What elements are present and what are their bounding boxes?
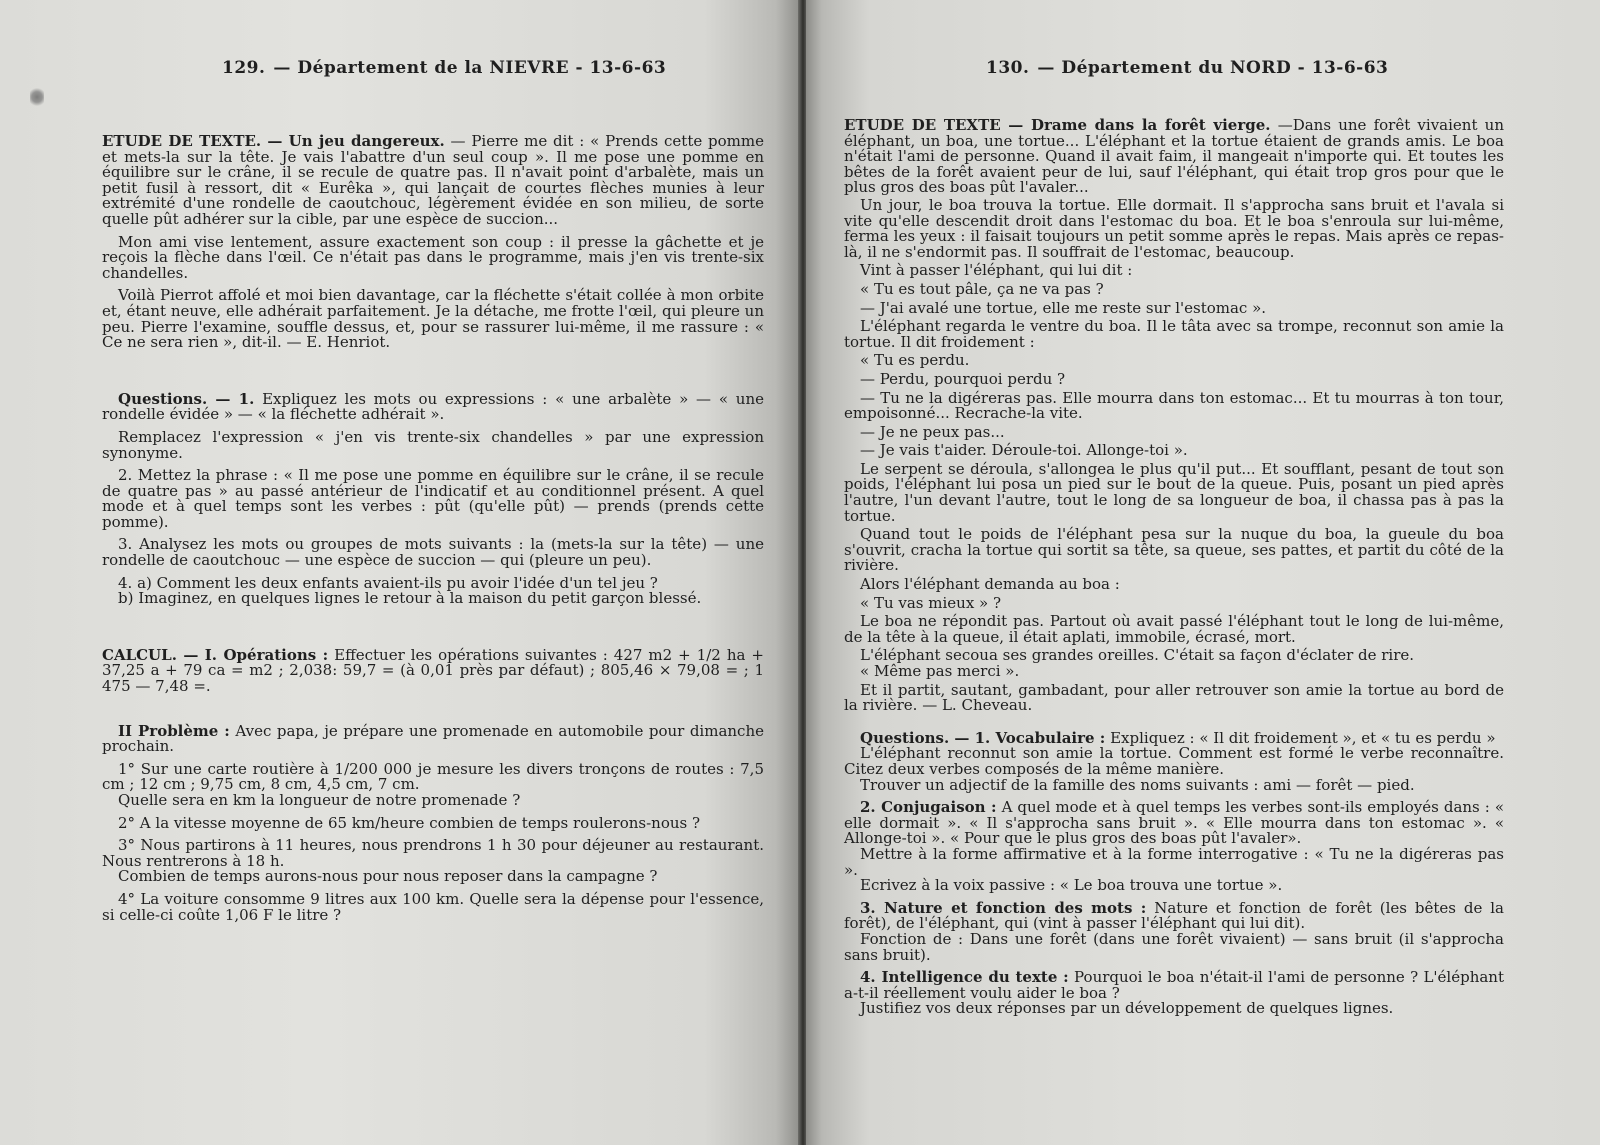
etude-paragraph: Vint à passer l'éléphant, qui lui dit : <box>860 261 1133 280</box>
etude-paragraph: Le serpent se déroula, s'allongea le plus qu'il put... Et soufflant, pesant de tout son poids, l'éléphant lui posa un pied sur le bout de la queue. Puis, posant un pied après l'autre, l'un devant l'autre, tout le long de sa longueur de boa, il chassa pas à pas la tortue. <box>844 459 1504 525</box>
page-title: — Département du NORD - 13-6-63 <box>1037 58 1389 78</box>
ink-smudge <box>30 86 44 108</box>
question-item: Questions. — 1. Vocabulaire : Expliquez : « Il dit froidement », et « tu es perdu » <box>860 728 1496 747</box>
page-number: 129. <box>222 58 266 78</box>
section-heading: Questions. — 1. Vocabulaire : <box>860 728 1106 747</box>
question-item: 4. a) Comment les deux enfants avaient-ils pu avoir l'idée d'un tel jeu ? <box>118 573 658 592</box>
question-item: Fonction de : Dans une forêt (dans une forêt vivaient) — sans bruit (il s'approcha sans bruit). <box>844 929 1504 964</box>
question-item: 2. Conjugaison : A quel mode et à quel temps les verbes sont-ils employés dans : « elle dormait ». « Il s'approcha sans bruit ». « Elle mourra dans ton estomac ». « Allonge-toi ». « Pour que le plus gros des boas pût l'avaler». <box>844 798 1504 848</box>
etude-paragraph: Alors l'éléphant demanda au boa : <box>860 575 1120 594</box>
etude-paragraph: Quand tout le poids de l'éléphant pesa sur la nuque du boa, la gueule du boa s'ouvrit, cracha la tortue qui sortit sa tête, sa queue, ses pattes, et partit du côté de la rivière. <box>844 525 1504 575</box>
question-item: Questions. — 1. Expliquez les mots ou expressions : « une arbalète » — « une rondelle évidée » — « la fléchette adhérait ». <box>102 389 764 424</box>
dialogue-line: — J'ai avalé une tortue, elle me reste sur l'estomac ». <box>860 298 1267 317</box>
section-heading: 2. Conjugaison : <box>860 798 997 817</box>
question-item: Remplacez l'expression « j'en vis trente-six chandelles » par une expression synonyme. <box>102 427 764 462</box>
dialogue-line: — Je vais t'aider. Déroule-toi. Allonge-toi ». <box>860 441 1188 460</box>
etude-paragraph: Le boa ne répondit pas. Partout où avait passé l'éléphant tout le long de lui-même, de la tête à la queue, il était aplati, immobile, écrasé, mort. <box>844 612 1504 646</box>
page-number: 130. <box>986 58 1030 78</box>
page-title: — Département de la NIEVRE - 13-6-63 <box>273 58 667 78</box>
etude-paragraph: Mon ami vise lentement, assure exactement son coup : il presse la gâchette et je reçois la flèche dans l'œil. Ce n'était pas dans le programme, mais j'en vis trente-six chandelles. <box>102 232 764 282</box>
etude-paragraph: L'éléphant regarda le ventre du boa. Il le tâta avec sa trompe, reconnut son amie la tortue. Il dit froidement : <box>844 317 1504 351</box>
left-page-body <box>102 134 764 930</box>
problem-item: Quelle sera en km la longueur de notre promenade ? <box>118 791 521 809</box>
right-page-body <box>844 118 1504 1024</box>
section-heading: Questions. — 1. <box>118 389 255 408</box>
problem-item: 4° La voiture consomme 9 litres aux 100 km. Quelle sera la dépense pour l'essence, si celle-ci coûte 1,06 F le litre ? <box>102 889 764 924</box>
problem-item: 2° A la vitesse moyenne de 65 km/heure combien de temps roulerons-nous ? <box>118 813 701 832</box>
etude-paragraph: ETUDE DE TEXTE — Drame dans la forêt vierge. —Dans une forêt vivaient un éléphant, un boa, une tortue... L'éléphant et la tortue étaient de grands amis. Le boa n'était l'ami de personne. Quand il avait faim, il mangeait n'importe qui. Et toutes les bêtes de la forêt avaient peur de lui, sauf l'éléphant, qui était trop gros pour que le plus gros des boas pût l'avaler... <box>844 116 1504 197</box>
problem-paragraph: II Problème : Avec papa, je prépare une promenade en automobile pour dimanche prochain. <box>102 721 764 756</box>
calcul-paragraph: CALCUL. — I. Opérations : Effectuer les opérations suivantes : 427 m2 + 1/2 ha + 37,25 a + 79 ca = m2 ; 2,038: 59,7 = (à 0,01 près par défaut) ; 805,46 × 79,08 = ; 1 475 — 7,48 =. <box>102 645 764 696</box>
left-page-header <box>222 58 666 78</box>
etude-paragraph: Et il partit, sautant, gambadant, pour aller retrouver son amie la tortue au bord de la rivière. — L. Cheveau. <box>844 680 1504 715</box>
question-item: L'éléphant reconnut son amie la tortue. Comment est formé le verbe reconnaître. Citez deux verbes composés de la même manière. <box>844 744 1504 778</box>
etude-paragraph: L'éléphant secoua ses grandes oreilles. C'était sa façon d'éclater de rire. <box>860 646 1415 665</box>
section-heading: ETUDE DE TEXTE. — Un jeu dangereux. <box>102 132 445 150</box>
section-heading: ETUDE DE TEXTE — Drame dans la forêt vierge. <box>844 116 1271 134</box>
section-heading: 4. Intelligence du texte : <box>860 968 1069 987</box>
right-page-header <box>986 58 1388 78</box>
dialogue-line: « Tu es tout pâle, ça ne va pas ? <box>860 279 1104 298</box>
question-item: b) Imaginez, en quelques lignes le retour à la maison du petit garçon blessé. <box>118 589 702 608</box>
problem-item: 1° Sur une carte routière à 1/200 000 je mesure les divers tronçons de routes : 7,5 cm ; 12 cm ; 9,75 cm, 8 cm, 4,5 cm, 7 cm. <box>102 759 764 794</box>
question-item: 4. Intelligence du texte : Pourquoi le boa n'était-il l'ami de personne ? L'éléphant a-t-il réellement voulu aider le boa ? <box>844 968 1504 1002</box>
question-item: Trouver un adjectif de la famille des noms suivants : ami — forêt — pied. <box>860 775 1415 794</box>
question-item: 2. Mettez la phrase : « Il me pose une pomme en équilibre sur le crâne, il se recule de quatre pas » au passé antérieur de l'indicatif et au conditionnel présent. A quel mode et à quel temps sont les verbes : pût (qu'elle pût) — prends (prends cette pomme). <box>102 466 764 531</box>
question-item: 3. Analysez les mots ou groupes de mots suivants : la (mets-la sur la tête) — une rondelle de caoutchouc — une espèce de succion — qui (pleure un peu). <box>102 535 764 570</box>
section-heading: II Problème : <box>118 721 230 740</box>
dialogue-line: — Tu ne la digéreras pas. Elle mourra dans ton estomac... Et tu mourras à ton tour, empoisonné... Recrache-la vite. <box>844 388 1504 423</box>
problem-item: Combien de temps aurons-nous pour nous reposer dans la campagne ? <box>118 867 658 886</box>
problem-item: 3° Nous partirons à 11 heures, nous prendrons 1 h 30 pour déjeuner au restaurant. Nous rentrerons à 18 h. <box>102 836 764 870</box>
dialogue-line: — Je ne peux pas... <box>860 422 1005 441</box>
dialogue-line: « Tu es perdu. <box>860 351 970 370</box>
dialogue-line: « Tu vas mieux » ? <box>860 593 1002 612</box>
question-item: Mettre à la forme affirmative et à la forme interrogative : « Tu ne la digéreras pas ». <box>844 844 1504 879</box>
question-item: Ecrivez à la voix passive : « Le boa trouva une tortue ». <box>860 876 1283 895</box>
right-page <box>806 0 1600 1145</box>
question-item: 3. Nature et fonction des mots : Nature et fonction de forêt (les bêtes de la forêt), de l'éléphant, qui (vint à passer l'éléphant qui lui dit). <box>844 898 1504 933</box>
question-item: Justifiez vos deux réponses par un développement de quelques lignes. <box>860 999 1394 1018</box>
section-heading: 3. Nature et fonction des mots : <box>860 898 1147 917</box>
etude-paragraph: Voilà Pierrot affolé et moi bien davantage, car la fléchette s'était collée à mon orbite et, étant neuve, elle adhérait parfaitement. Je la détache, me frotte l'œil, qui pleure un peu. Pierre l'examine, souffle dessus, et, pour se rassurer lui-même, il me rassure : « Ce ne sera rien », dit-il. — E. Henriot. <box>102 286 764 352</box>
etude-paragraph: ETUDE DE TEXTE. — Un jeu dangereux. — Pierre me dit : « Prends cette pomme et mets-la sur la tête. Je vais l'abattre d'un seul coup ». Il me pose une pomme en équilibre sur le crâne, il se recule de quatre pas. Il n'avait point d'arbalète, mais un petit fusil à ressort, dit « Eurêka », qui lançait de courtes flèches munies à leur extrémité d'une rondelle de caoutchouc, légèrement évidée en son milieu, de sorte quelle pût adhérer sur la cible, par une espèce de succion... <box>102 132 764 228</box>
dialogue-line: « Même pas merci ». <box>860 662 1020 680</box>
section-heading: CALCUL. — I. Opérations : <box>102 645 329 664</box>
etude-paragraph: Un jour, le boa trouva la tortue. Elle dormait. Il s'approcha sans bruit et l'avala si vite qu'elle descendit droit dans l'estomac du boa. Et le boa s'enroula sur lui-même, ferma les yeux : il faisait toujours un petit somme après le repas. Mais après ce repas-là, il ne s'endormit pas. Il souffrait de l'estomac, beaucoup. <box>844 195 1504 261</box>
dialogue-line: — Perdu, pourquoi perdu ? <box>860 369 1066 388</box>
